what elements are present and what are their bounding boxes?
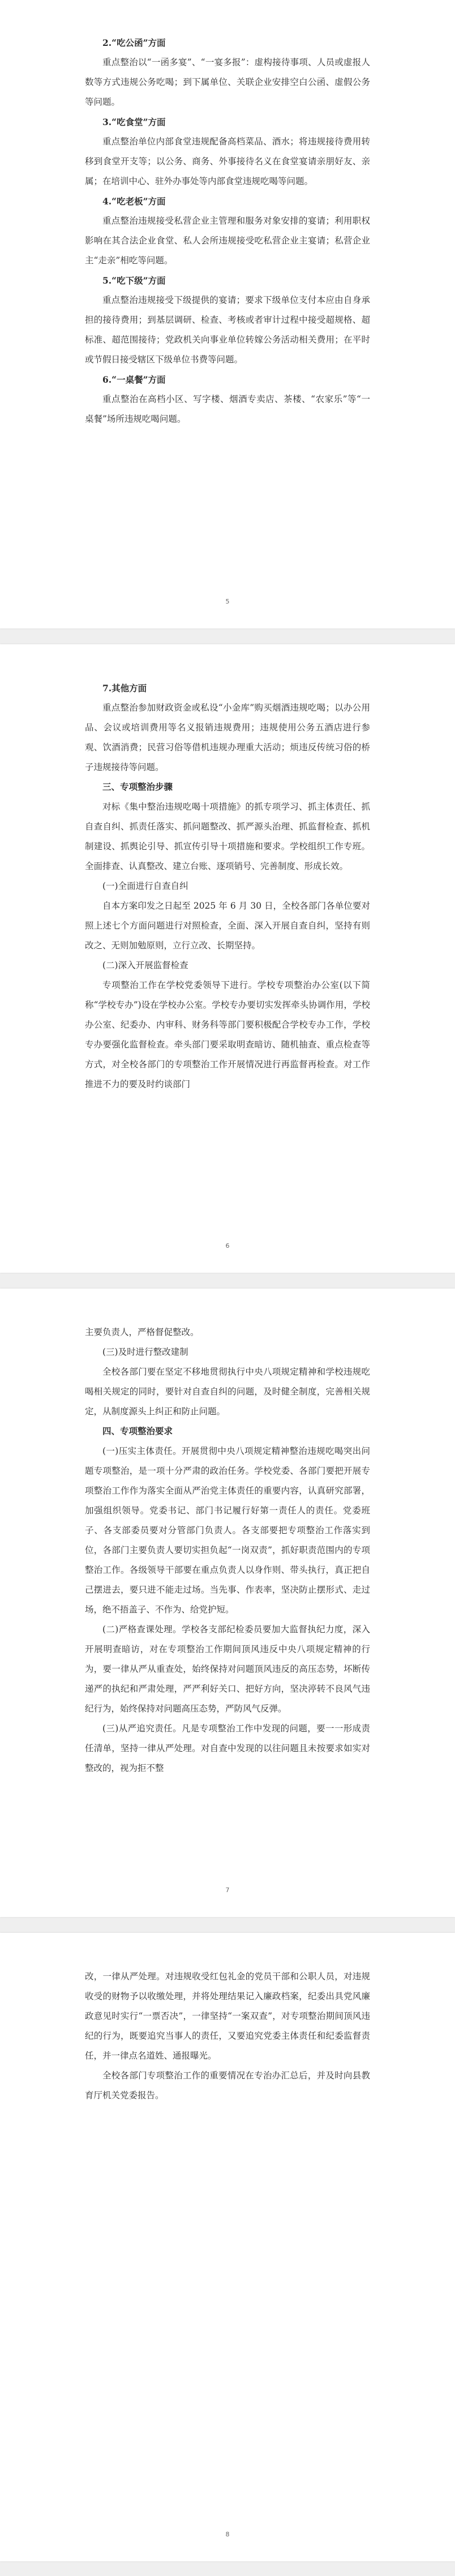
section-heading: 2.“吃公函”方面 [102,37,166,48]
paragraph: 重点整治在高档小区、写字楼、烟酒专卖店、茶楼、“农家乐”等“一桌餐”场所违规吃喝问题。 [85,394,370,424]
subsection-heading: (一)全面进行自查自纠 [102,881,188,891]
paragraph: 重点整治参加财政资金或私设“小金库”购买烟酒违规吃喝；以办公用品、会议或培训费用等名义报销违规费用；违规使用公务五酒店进行参观、饮酒消费；民营习俗等借机违规办理重大活动；烦违反传统习俗的桥子违规接待等问题。 [85,703,370,772]
document-page [0,1289,455,1917]
page-number: 5 [225,598,230,605]
paragraph: 全校各部门专项整治工作的重要情况在专治办汇总后，并及时向县教育厅机关党委报告。 [85,2070,370,2100]
paragraph: 主要负责人，严格督促整改。 [85,1327,199,1337]
subsection-heading: (二)深入开展监督检查 [102,960,188,970]
section-heading: 4.“吃老板”方面 [102,196,166,207]
paragraph: 改，一律从严处理。对违规收受红包礼金的党员干部和公职人员，对违规收受的财物予以收缴处理，并将处理结果记入廉政档案，纪委出具党风廉政意见时实行“一票否决”，一律坚持“一案双查”，对专项整治期间顶风违纪的行为，既要追究当事人的责任，又要追究党委主体责任和纪委监督责任，并一律点名道姓、通报曝光。 [85,1971,370,2061]
section-heading: 7.其他方面 [102,683,147,694]
page-number: 7 [225,1886,230,1894]
section-heading: 三、专项整治步骤 [102,782,173,792]
subsection-heading: (三)及时进行整改建制 [102,1347,188,1357]
paragraph: 重点整治单位内部食堂违规配备高档菜品、酒水；将违规接待费用转移到食堂开支等；以公务、商务、外事接待名义在食堂宴请亲朋好友、亲属；在培训中心、驻外办事处等内部食堂违规吃喝等问题。 [85,136,370,186]
paragraph: (三)从严追究责任。凡是专项整治工作中发现的问题，要一一形成责任清单，坚持一律从严处理。对自查中发现的以往问题且未按要求如实对整改的，视为拒不整 [85,1723,370,1773]
section-heading: 四、专项整治要求 [102,1426,173,1436]
paragraph: (一)压实主体责任。开展贯彻中央八项规定精神整治违规吃喝突出问题专项整治，是一项十分严肃的政治任务。学校党委、各部门要把开展专项整治工作作为落实全面从严治党主体责任的重要内容，认真研究部署，加强组织领导。党委书记、部门书记履行好第一责任人的责任。党委班子、各支部委员要对分管部门负责人。各支部要把专项整治工作落实到位，各部门主要负责人要切实担负起“一岗双责”，抓好职责范围内的专项整治工作。各级领导干部要在重点负责人以身作则、带头执行，真正把自己摆进去，要只进不能走过场。当先事、作表率，坚决防止摆形式、走过场，绝不捂盖子、不作为、给党护短。 [85,1446,370,1615]
paragraph: (二)严格查课处理。学校各支部纪检委员要加大监督执纪力度，深入开展明查暗访，对在专项整治工作期间顶风违反中央八项规定精神的行为，要一律从严从重查处，始终保持对问题顶风违反的高压态势，坏断传递严的执纪和严肃处理，严严利好关口、把好方向，坚决渟转不良风气违纪行为，始终保持对问题高压态势，严防风气反弹。 [85,1624,370,1714]
section-heading: 3.“吃食堂”方面 [102,117,166,127]
page-number: 8 [225,2531,230,2538]
page-number: 6 [225,1242,230,1250]
document-page [0,644,455,1273]
paragraph: 专项整治工作在学校党委领导下进行。学校专项整治办公室(以下简称“学校专办”)设在学校办公室。学校专办要切实发挥牵头协调作用，学校办公室、纪委办、内审科、财务科等部门要积极配合学校专办工作，学校专办要强化监督检查。牵头部门要采取明查暗访、随机抽查、重点检查等方式，对全校各部门的专项整治工作开展情况进行再监督再检查。对工作推进不力的要及时约谈部门 [85,980,370,1089]
paragraph: 对标《集中整治违规吃喝十项措施》的抓专项学习、抓主体责任、抓自查自纠、抓责任落实、抓问题整改、抓严源头治理、抓监督检查、抓机制建设、抓舆论引导、抓宣传引导十项措施和要求。学校组织工作专班。全面排查、认真整改、建立台账、逐项销号、完善制度、形成长效。 [85,802,370,871]
paragraph: 重点整治以“一函多宴”、“一宴多报”：虚构接待事项、人员或虚报人数等方式违规公务吃喝；到下属单位、关联企业安排空白公函、虚假公务等问题。 [85,57,370,107]
section-heading: 5.“吃下级”方面 [102,275,166,286]
document-page [0,1933,455,2561]
document-page [0,0,455,628]
paragraph: 全校各部门要在坚定不移地贯彻执行中央八项规定精神和学校违规吃喝相关规定的同时，要针对自查自纠的问题，及时健全制度，完善相关规定，从制度源头上纠正和防止问题。 [85,1367,370,1417]
paragraph: 自本方案印发之日起至 2025 年 6 月 30 日，全校各部门各单位要对照上述七个方面问题进行对照检查，全面、深入开展自查自纠，坚持有则改之、无则加勉原则，立行立改、长期坚持。 [85,901,370,951]
section-heading: 6.“一桌餐”方面 [102,374,166,385]
paragraph: 重点整治违规接受下级提供的宴请；要求下级单位支付本应由自身承担的接待费用；到基层调研、检查、考核或者审计过程中接受超规格、超标准、超范围接待；党政机关向事业单位转嫁公务活动相关费用；在平时或节假日接受辖区下级单位书费等问题。 [85,295,370,365]
paragraph: 重点整治违规接受私营企业主管理和服务对象安排的宴请；利用职权影响在其合法企业食堂、私人会所违规接受吃私营企业主宴请；私营企业主“走亲”相吃等问题。 [85,216,370,266]
